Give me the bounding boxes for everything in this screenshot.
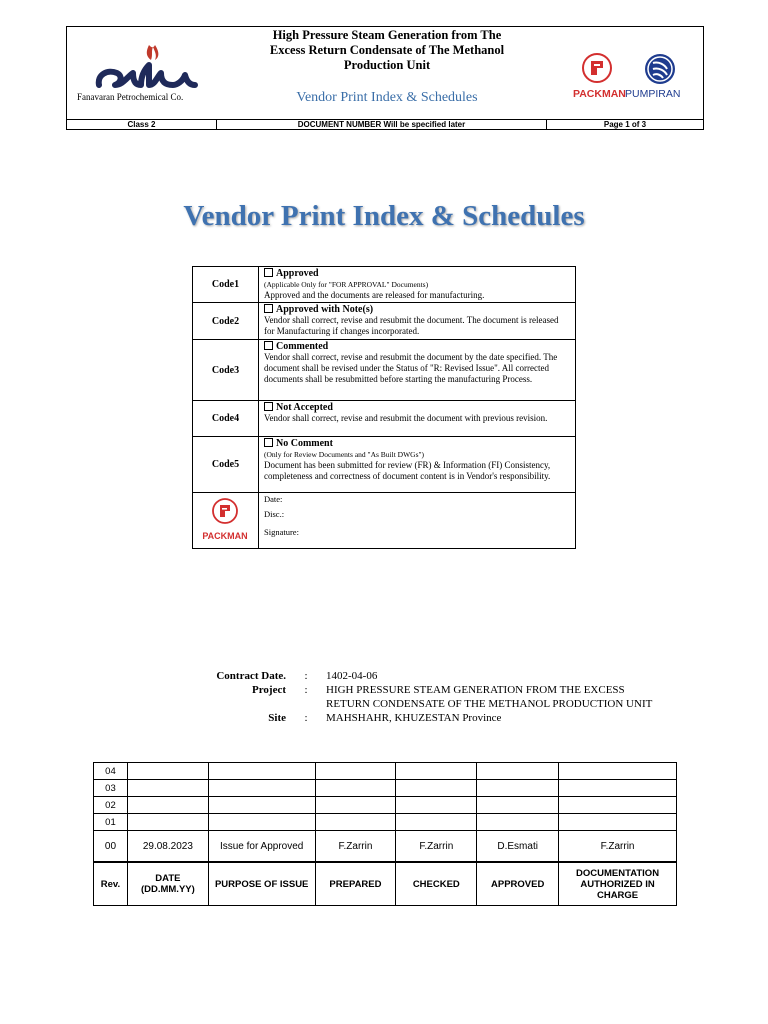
revision-table <box>93 762 677 906</box>
code-description: Approved and the documents are released for manufacturing. <box>264 290 485 300</box>
revision-row <box>94 831 677 863</box>
authorized-cell <box>559 814 677 831</box>
site-value: MAHSHAHR, KHUZESTAN Province <box>326 712 502 724</box>
document-header <box>66 26 704 130</box>
revision-row <box>94 814 677 831</box>
rev-cell: 04 <box>94 763 128 780</box>
authorized-cell <box>559 797 677 814</box>
prepared-cell <box>315 763 396 780</box>
authorized-cell: F.Zarrin <box>559 831 677 863</box>
approved-cell <box>477 797 559 814</box>
revision-row <box>94 763 677 780</box>
rev-header: Rev. <box>94 862 128 906</box>
rev-cell: 00 <box>94 831 128 863</box>
authorized-cell <box>559 763 677 780</box>
checked-header: CHECKED <box>396 862 477 906</box>
project-value: HIGH PRESSURE STEAM GENERATION FROM THE EXCESS RETURN CONDENSATE OF THE METHANOL PRODUCTION UNIT <box>326 684 653 710</box>
company-name: Fanavaran Petrochemical Co. <box>77 92 184 102</box>
contract-date-row <box>190 669 656 683</box>
code-label: Code1 <box>193 267 259 303</box>
code-description-cell <box>259 267 576 303</box>
prepared-cell <box>315 780 396 797</box>
date-cell: 29.08.2023 <box>127 831 208 863</box>
packman-logo-text: PACKMAN <box>573 88 626 100</box>
site-label: Site <box>268 712 286 724</box>
checkbox[interactable] <box>264 438 273 447</box>
title-line: Production Unit <box>343 58 431 72</box>
approved-cell <box>477 780 559 797</box>
code-description: Vendor shall correct, revise and resubmit the document with previous revision. <box>264 413 548 423</box>
checkbox[interactable] <box>264 304 273 313</box>
project-row <box>190 683 656 711</box>
review-code-table <box>192 266 576 549</box>
stamp-row <box>193 493 576 549</box>
checked-cell <box>396 763 477 780</box>
purpose-cell <box>208 797 315 814</box>
code-title: Commented <box>276 341 329 352</box>
date-header: DATE (DD.MM.YY) <box>127 862 208 906</box>
title-line: High Pressure Steam Generation from The <box>272 28 502 42</box>
class-label: Class 2 <box>67 120 217 130</box>
pumpiran-logo-text: PUMPIRAN <box>625 88 681 100</box>
colon: : <box>304 684 308 696</box>
code-description-cell <box>259 437 576 493</box>
code-label: Code5 <box>193 437 259 493</box>
document-title <box>227 28 547 73</box>
checkbox[interactable] <box>264 268 273 277</box>
code-description-cell <box>259 303 576 340</box>
code-description-cell <box>259 401 576 437</box>
checked-cell <box>396 780 477 797</box>
revision-header-row <box>94 862 677 906</box>
code-title: Not Accepted <box>276 402 333 413</box>
contract-date-label: Contract Date. <box>216 670 286 682</box>
page-title: Vendor Print Index & Schedules <box>183 200 585 232</box>
document-number: DOCUMENT NUMBER Will be specified later <box>217 120 547 130</box>
revision-row <box>94 780 677 797</box>
date-cell <box>127 814 208 831</box>
revision-row <box>94 797 677 814</box>
stamp-signature-label: Signature: <box>264 527 299 537</box>
code-description: Document has been submitted for review (FR) & Information (FI) Consistency, completeness and correctness of document content is in Vendor's responsibility. <box>264 460 551 481</box>
code-description-cell <box>259 340 576 401</box>
checked-cell <box>396 797 477 814</box>
stamp-fields-cell <box>259 493 576 549</box>
fanavaran-logo <box>67 27 237 119</box>
code-note: (Applicable Only for "FOR APPROVAL" Documents) <box>264 280 429 289</box>
contract-date-value: 1402-04-06 <box>326 670 378 682</box>
checked-cell: F.Zarrin <box>396 831 477 863</box>
approved-cell <box>477 814 559 831</box>
pumpiran-logo <box>623 51 693 101</box>
stamp-logo-cell <box>193 493 259 549</box>
colon: : <box>304 670 308 682</box>
code-row <box>193 401 576 437</box>
rev-cell: 02 <box>94 797 128 814</box>
code-row <box>193 437 576 493</box>
rev-cell: 03 <box>94 780 128 797</box>
prepared-cell <box>315 797 396 814</box>
code-title: Approved <box>276 268 319 279</box>
code-title: No Comment <box>276 438 333 449</box>
prepared-header: PREPARED <box>315 862 396 906</box>
packman-stamp-logo <box>193 494 258 544</box>
code-label: Code4 <box>193 401 259 437</box>
project-label: Project <box>252 684 286 696</box>
code-note: (Only for Review Documents and "As Built DWGs") <box>264 450 425 459</box>
stamp-logo-text: PACKMAN <box>202 531 248 541</box>
date-cell <box>127 763 208 780</box>
code-row <box>193 303 576 340</box>
prepared-cell: F.Zarrin <box>315 831 396 863</box>
code-row <box>193 267 576 303</box>
code-label: Code3 <box>193 340 259 401</box>
stamp-date-label: Date: <box>264 494 283 504</box>
code-description: Vendor shall correct, revise and resubmit the document by the date specified. The document shall be revised under the Status of "R: Revised Issue". All corrected documents shall be resubmitted before starting the manufacturing Process. <box>264 352 558 384</box>
authorized-header: DOCUMENTATION AUTHORIZED IN CHARGE <box>559 862 677 906</box>
authorized-cell <box>559 780 677 797</box>
checked-cell <box>396 814 477 831</box>
purpose-cell <box>208 763 315 780</box>
approved-cell: D.Esmati <box>477 831 559 863</box>
code-label: Code2 <box>193 303 259 340</box>
header-info-row <box>67 119 703 130</box>
contract-info <box>190 669 656 725</box>
date-cell <box>127 780 208 797</box>
approved-header: APPROVED <box>477 862 559 906</box>
title-line: Excess Return Condensate of The Methanol <box>269 43 505 57</box>
purpose-cell <box>208 814 315 831</box>
purpose-cell <box>208 780 315 797</box>
date-cell <box>127 797 208 814</box>
page-number: Page 1 of 3 <box>603 120 647 129</box>
checkbox[interactable] <box>264 341 273 350</box>
code-row <box>193 340 576 401</box>
document-subtitle: Vendor Print Index & Schedules <box>296 90 478 105</box>
code-description: Vendor shall correct, revise and resubmit the document. The document is released for Manufacturing if changes incorporated. <box>264 315 559 336</box>
prepared-cell <box>315 814 396 831</box>
purpose-header: PURPOSE OF ISSUE <box>208 862 315 906</box>
rev-cell: 01 <box>94 814 128 831</box>
purpose-cell: Issue for Approved <box>208 831 315 863</box>
code-title: Approved with Note(s) <box>276 304 374 315</box>
checkbox[interactable] <box>264 402 273 411</box>
stamp-disc-label: Disc.: <box>264 509 285 519</box>
colon: : <box>304 712 308 724</box>
approved-cell <box>477 763 559 780</box>
site-row <box>190 711 656 725</box>
